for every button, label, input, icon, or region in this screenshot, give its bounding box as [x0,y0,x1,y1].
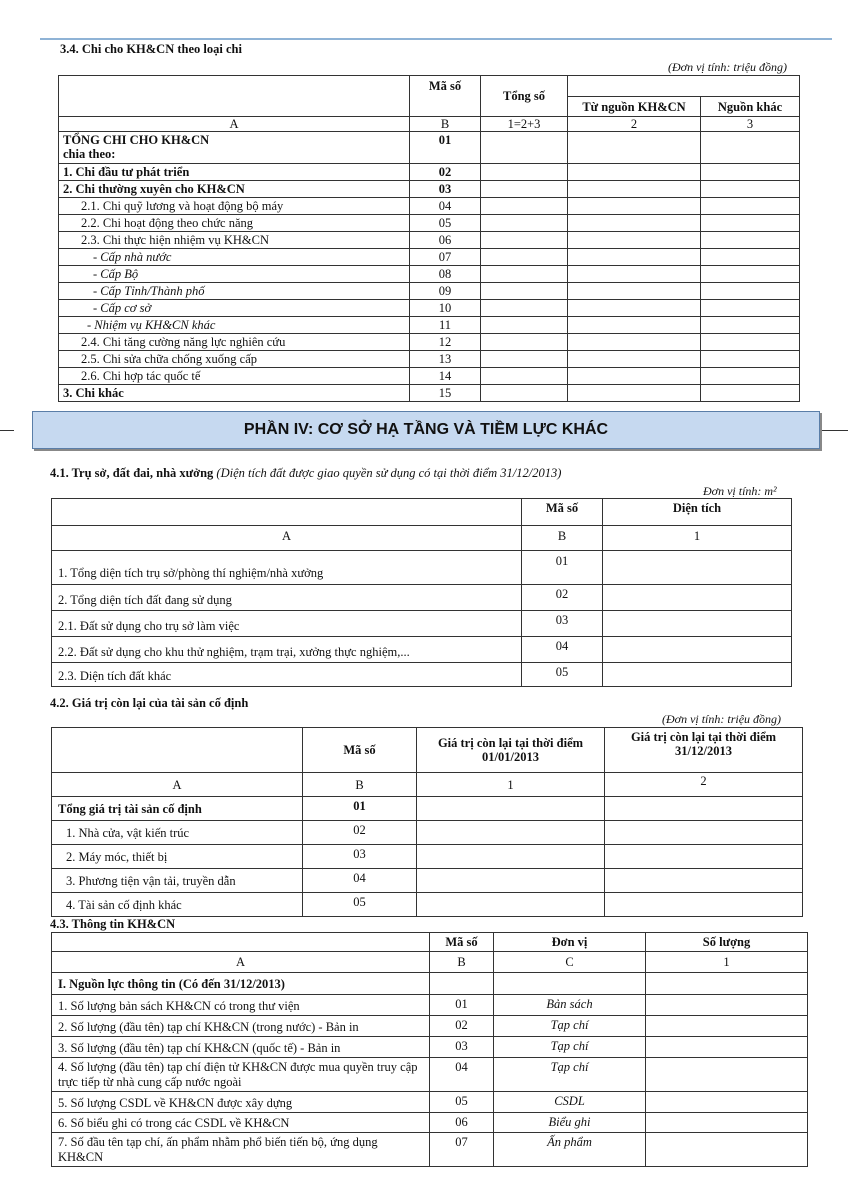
input-cell[interactable] [646,1058,808,1092]
input-cell[interactable] [701,215,800,232]
header-so-luong: Số lượng [646,933,808,952]
input-cell[interactable] [701,300,800,317]
total-code: 01 [410,132,481,164]
row-code: 02 [303,821,417,845]
header-don-vi: Đơn vị [494,933,646,952]
input-cell[interactable] [605,797,803,821]
header-blank [59,76,410,117]
row-code: 01 [522,551,603,585]
header-value-start: Giá trị còn lại tại thời điểm 01/01/2013 [417,728,605,773]
input-cell[interactable] [603,637,792,663]
input-cell[interactable] [568,300,701,317]
input-cell[interactable] [481,300,568,317]
input-cell[interactable] [568,215,701,232]
input-cell[interactable] [568,198,701,215]
row-label: 2.1. Chi quỹ lương và hoạt động bộ máy [59,198,410,215]
code-a: A [52,526,522,551]
row-label: 2. Máy móc, thiết bị [52,845,303,869]
input-cell[interactable] [481,164,568,181]
row-code: 11 [410,317,481,334]
code-1: 1 [603,526,792,551]
input-cell[interactable] [701,266,800,283]
row-code: 05 [303,893,417,917]
blank-cell [494,973,646,995]
group-label: I. Nguồn lực thông tin (Có đến 31/12/2013) [52,973,430,995]
code-2: 2 [605,773,803,797]
row-label: - Cấp Tỉnh/Thành phố [59,283,410,300]
header-ma-so: Mã số [430,933,494,952]
row-label: - Cấp nhà nước [59,249,410,266]
code-a: A [59,117,410,132]
total-label: TỔNG CHI CHO KH&CN [63,133,210,147]
row-code: 04 [430,1058,494,1092]
input-cell[interactable] [568,232,701,249]
input-cell[interactable] [568,385,701,402]
input-cell[interactable] [417,797,605,821]
section-4-2-title: 4.2. Giá trị còn lại của tài sản cố định [50,696,249,710]
input-cell[interactable] [605,821,803,845]
row-label: 2.6. Chi hợp tác quốc tế [59,368,410,385]
input-cell[interactable] [701,351,800,368]
input-cell[interactable] [701,132,800,164]
row-unit: Tạp chí [494,1058,646,1092]
header-blank [52,728,303,773]
row-label: - Cấp cơ sở [59,300,410,317]
table-3-4 [58,75,800,402]
input-cell[interactable] [481,198,568,215]
section-4-3-title: 4.3. Thông tin KH&CN [50,917,176,931]
row-code: 13 [410,351,481,368]
input-cell[interactable] [417,821,605,845]
row-unit: Ấn phẩm [494,1133,646,1167]
row-code: 15 [410,385,481,402]
row-label: 3. Số lượng (đầu tên) tạp chí KH&CN (quốc tế) - Bản in [52,1037,430,1058]
code-3: 3 [701,117,800,132]
row-code: 01 [430,995,494,1016]
row-code: 02 [522,585,603,611]
input-cell[interactable] [701,334,800,351]
row-code: 08 [410,266,481,283]
input-cell[interactable] [481,283,568,300]
row-label: - Nhiệm vụ KH&CN khác [59,317,410,334]
row-code: 03 [430,1037,494,1058]
input-cell[interactable] [646,1113,808,1133]
input-cell[interactable] [481,232,568,249]
header-nguon-khac: Nguồn khác [701,97,800,117]
input-cell[interactable] [481,368,568,385]
header-ma-so: Mã số [410,76,481,117]
input-cell[interactable] [701,164,800,181]
input-cell[interactable] [701,385,800,402]
row-code: 06 [410,232,481,249]
top-rule [40,38,832,40]
row-unit: Tạp chí [494,1037,646,1058]
code-b: B [303,773,417,797]
code-a: A [52,773,303,797]
header-value-end: Giá trị còn lại tại thời điểm 31/12/2013 [605,728,803,773]
input-cell[interactable] [701,317,800,334]
row-label: 1. Tổng diện tích trụ sở/phòng thí nghiệm/nhà xưởng [52,551,522,585]
row-code: 02 [410,164,481,181]
code-1: 1 [646,952,808,973]
table-4-1 [51,498,792,687]
total-code: 01 [303,797,417,821]
input-cell[interactable] [417,845,605,869]
row-code: 04 [522,637,603,663]
row-code: 14 [410,368,481,385]
row-code: 02 [430,1016,494,1037]
input-cell[interactable] [481,249,568,266]
row-label: 2.2. Chi hoạt động theo chức năng [59,215,410,232]
row-unit: Tạp chí [494,1016,646,1037]
part-iv-banner [32,411,820,449]
input-cell[interactable] [481,317,568,334]
code-2: 2 [568,117,701,132]
row-code: 05 [522,663,603,687]
row-label: 2.3. Chi thực hiện nhiệm vụ KH&CN [59,232,410,249]
row-code: 03 [522,611,603,637]
row-code: 07 [430,1133,494,1167]
input-cell[interactable] [481,181,568,198]
input-cell[interactable] [603,663,792,687]
input-cell[interactable] [568,283,701,300]
row-code: 05 [430,1092,494,1113]
row-code: 05 [410,215,481,232]
input-cell[interactable] [568,317,701,334]
code-c: C [494,952,646,973]
code-1: 1=2+3 [481,117,568,132]
input-cell[interactable] [603,585,792,611]
row-label: - Cấp Bộ [59,266,410,283]
input-cell[interactable] [701,181,800,198]
banner-title: PHẦN IV: CƠ SỞ HẠ TẦNG VÀ TIỀM LỰC KHÁC [243,421,609,438]
input-cell[interactable] [646,1133,808,1167]
section-3-4-unit: (Đơn vị tính: triệu đồng) [668,60,788,74]
input-cell[interactable] [417,893,605,917]
input-cell[interactable] [481,334,568,351]
input-cell[interactable] [605,869,803,893]
row-code: 04 [303,869,417,893]
row-unit: CSDL [494,1092,646,1113]
input-cell[interactable] [568,164,701,181]
row-label: 3. Chi khác [59,385,410,402]
input-cell[interactable] [568,132,701,164]
row-label: 4. Tài sản cố định khác [52,893,303,917]
section-4-1-subtitle: (Diện tích đất được giao quyền sử dụng có tại thời điểm 31/12/2013) [216,466,562,480]
row-code: 12 [410,334,481,351]
code-a: A [52,952,430,973]
row-label: 2. Số lượng (đầu tên) tạp chí KH&CN (trong nước) - Bản in [52,1016,430,1037]
blank-cell [646,973,808,995]
input-cell[interactable] [568,351,701,368]
table-4-3 [51,932,808,1167]
chia-theo: chia theo: [63,147,116,161]
input-cell[interactable] [701,283,800,300]
input-cell[interactable] [646,1092,808,1113]
row-code: 10 [410,300,481,317]
blank-cell [430,973,494,995]
input-cell[interactable] [481,215,568,232]
input-cell[interactable] [646,1016,808,1037]
input-cell[interactable] [701,198,800,215]
table-4-2 [51,727,803,917]
code-1: 1 [417,773,605,797]
row-label: 6. Số biểu ghi có trong các CSDL về KH&CN [52,1113,430,1133]
row-label: 2.2. Đất sử dụng cho khu thử nghiệm, trạm trại, xưởng thực nghiệm,... [52,637,522,663]
banner-side-rule [0,430,14,431]
input-cell[interactable] [568,368,701,385]
code-b: B [410,117,481,132]
header-blank [52,933,430,952]
input-cell[interactable] [646,1037,808,1058]
row-label: 2. Tổng diện tích đất đang sử dụng [52,585,522,611]
row-code: 03 [410,181,481,198]
banner-side-rule [822,430,848,431]
header-tong-so: Tổng số [481,76,568,117]
header-source-group [568,76,800,97]
header-ma-so: Mã số [303,728,417,773]
section-4-2-unit: (Đơn vị tính: triệu đồng) [662,712,782,726]
input-cell[interactable] [605,893,803,917]
row-unit: Biểu ghi [494,1113,646,1133]
input-cell[interactable] [646,995,808,1016]
input-cell[interactable] [568,266,701,283]
input-cell[interactable] [481,385,568,402]
row-label: 2.1. Đất sử dụng cho trụ sở làm việc [52,611,522,637]
section-4-1-title: 4.1. Trụ sở, đất đai, nhà xưởng [50,466,214,480]
input-cell[interactable] [603,551,792,585]
row-label: 2. Chi thường xuyên cho KH&CN [59,181,410,198]
row-label: 2.3. Diện tích đất khác [52,663,522,687]
row-code: 04 [410,198,481,215]
input-cell[interactable] [417,869,605,893]
row-unit: Bản sách [494,995,646,1016]
input-cell[interactable] [701,249,800,266]
code-b: B [522,526,603,551]
input-cell[interactable] [568,181,701,198]
row-label: 5. Số lượng CSDL về KH&CN được xây dựng [52,1092,430,1113]
input-cell[interactable] [481,351,568,368]
header-dien-tich: Diện tích [603,499,792,526]
header-ma-so: Mã số [522,499,603,526]
input-cell[interactable] [481,266,568,283]
code-b: B [430,952,494,973]
row-label: 1. Số lượng bản sách KH&CN có trong thư viện [52,995,430,1016]
row-code: 07 [410,249,481,266]
input-cell[interactable] [701,232,800,249]
header-tu-nguon: Từ nguồn KH&CN [568,97,701,117]
total-label: Tổng giá trị tài sản cố định [52,797,303,821]
section-4-1-unit: Đơn vị tính: m² [703,484,777,498]
section-4-1-heading [50,466,561,481]
input-cell[interactable] [568,334,701,351]
row-code: 06 [430,1113,494,1133]
row-code: 09 [410,283,481,300]
row-label: 1. Chi đầu tư phát triển [59,164,410,181]
total-row-label [59,132,410,164]
section-3-4-title: 3.4. Chi cho KH&CN theo loại chi [60,42,242,56]
input-cell[interactable] [603,611,792,637]
input-cell[interactable] [481,132,568,164]
row-label: 1. Nhà cửa, vật kiến trúc [52,821,303,845]
row-label: 4. Số lượng (đầu tên) tạp chí điện tử KH&CN được mua quyền truy cập trực tiếp từ nhà cung cấp nước ngoài [52,1058,430,1092]
input-cell[interactable] [701,368,800,385]
input-cell[interactable] [605,845,803,869]
row-label: 2.4. Chi tăng cường năng lực nghiên cứu [59,334,410,351]
row-label: 7. Số đầu tên tạp chí, ấn phẩm nhằm phổ biến tiến bộ, ứng dụng KH&CN [52,1133,430,1167]
row-label: 3. Phương tiện vận tải, truyền dẫn [52,869,303,893]
row-label: 2.5. Chi sửa chữa chống xuống cấp [59,351,410,368]
row-code: 03 [303,845,417,869]
header-blank [52,499,522,526]
input-cell[interactable] [568,249,701,266]
